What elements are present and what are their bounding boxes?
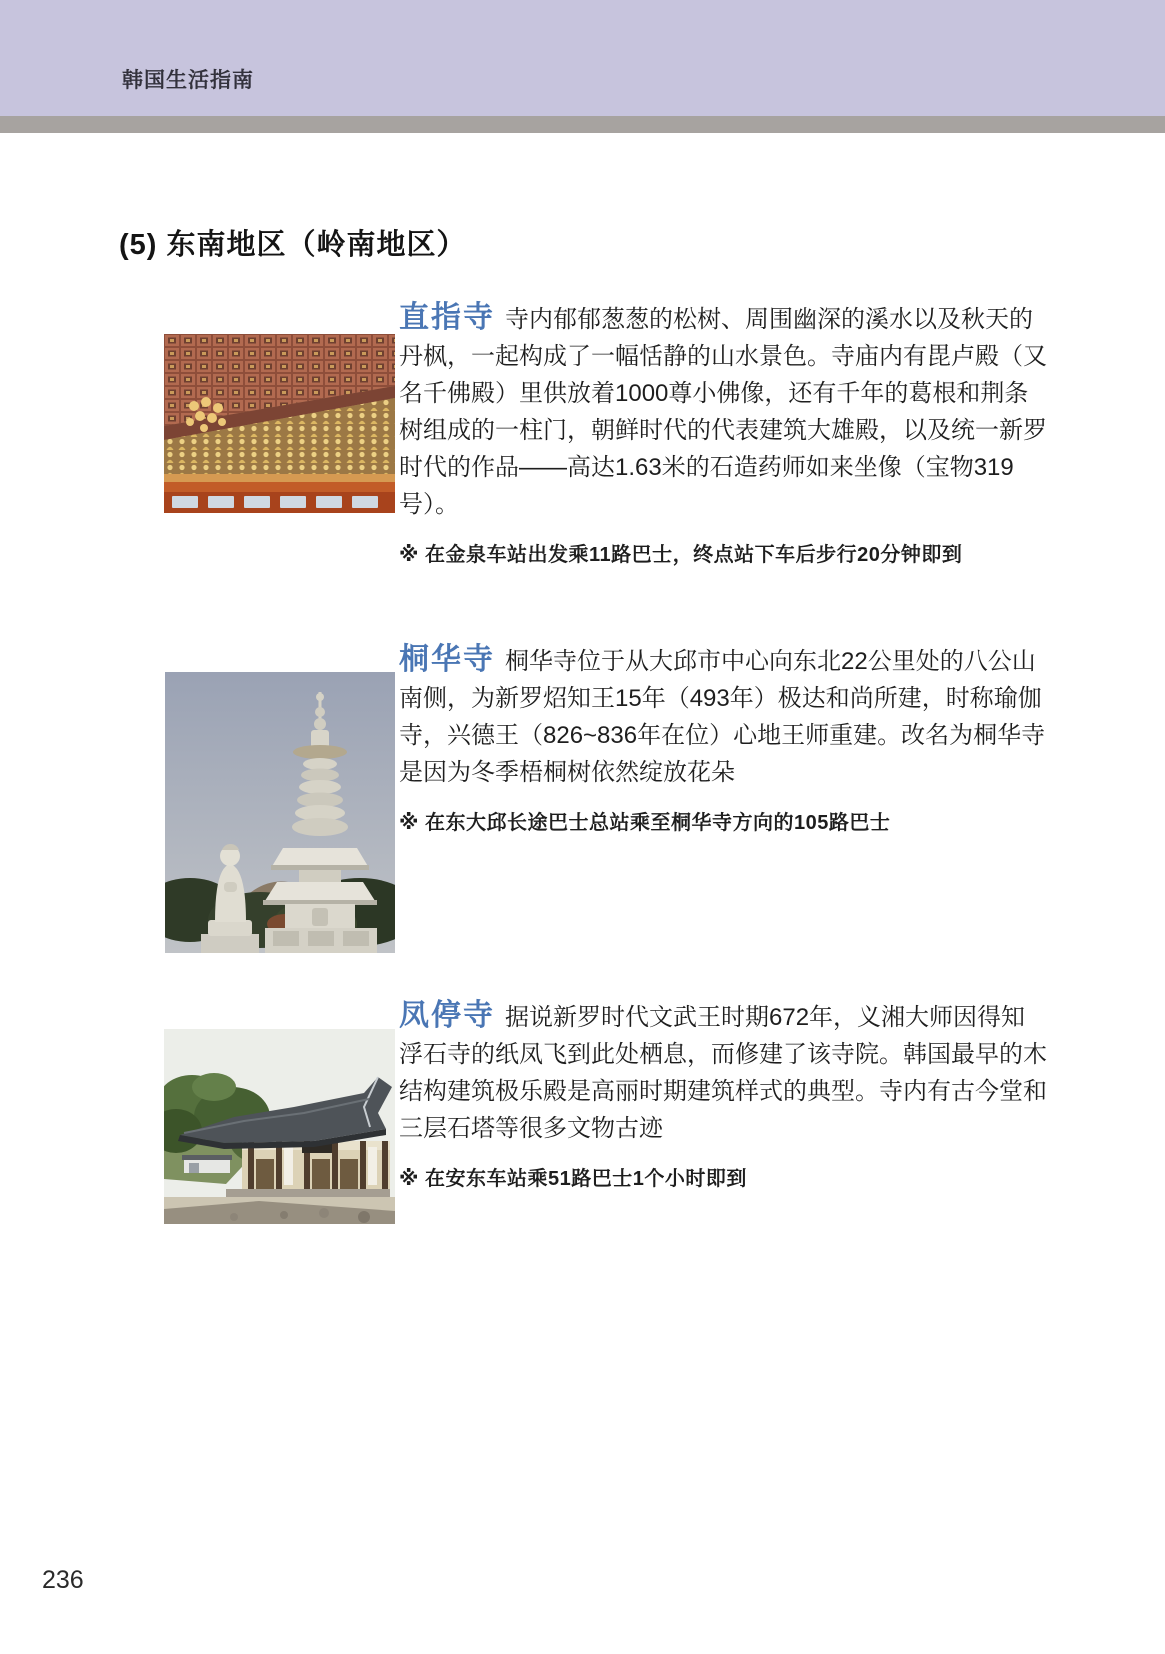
temple-description-bongjeongsa: 据说新罗时代文武王时期672年，义湘大师因得知浮石寺的纸凤飞到此处栖息，而修建了该寺院。韩国最早的木结构建筑极乐殿是高丽时期建筑样式的典型。寺内有古今堂和三层石塔等很多文物古迹 [399,1004,1047,1142]
temple-name-donghwasa: 桐华寺 [399,643,495,676]
entry-paragraph [399,301,1049,523]
temple-interior-graphic [164,334,395,513]
transport-note-jikjisa: ※ 在金泉车站出发乘11路巴士，终点站下车后步行20分钟即到 [399,544,963,566]
wooden-temple-hall-photo [164,1029,395,1224]
entry-donghwasa [399,643,1049,837]
temple-interior-thousand-buddhas-photo [164,334,395,513]
small-shed [182,1155,232,1173]
temple-name-jikjisa: 直指寺 [399,301,495,334]
stone-pagoda-and-buddha-photo [165,672,395,953]
wooden-hall-graphic [164,1029,395,1224]
transport-note-donghwasa: ※ 在东大邱长途巴士总站乘至桐华寺方向的105路巴士 [399,812,891,834]
header-divider [0,116,1165,133]
section-title: (5) 东南地区（岭南地区） [119,229,467,261]
temple-name-bongjeongsa: 凤停寺 [399,999,495,1032]
temple-description-donghwasa: 桐华寺位于从大邱市中心向东北22公里处的八公山南侧，为新罗炤知王15年（493年）极达和尚所建，时称瑜伽寺，兴德王（826~836年在位）心地王师重建。改名为桐华寺是因为冬季梧桐树依然绽放花朵 [399,648,1046,786]
entry-paragraph [399,643,1049,791]
temple-description-jikjisa: 寺内郁郁葱葱的松树、周围幽深的溪水以及秋天的丹枫，一起构成了一幅恬静的山水景色。寺庙内有毘卢殿（又名千佛殿）里供放着1000尊小佛像，还有千年的葛根和荆条树组成的一柱门，朝鲜时代的代表建筑大雄殿，以及统一新罗时代的作品——高达1.63米的石造药师如来坐像（宝物319号）。 [399,306,1047,518]
page-number: 236 [42,1566,84,1594]
transport-note-bongjeongsa: ※ 在安东车站乘51路巴士1个小时即到 [399,1168,747,1190]
header-title: 韩国生活指南 [122,69,254,92]
stone-pagoda-graphic [165,672,395,953]
page-header-band [0,0,1165,116]
entry-jikjisa [399,301,1049,569]
entry-paragraph [399,999,1049,1147]
entry-bongjeongsa [399,999,1049,1193]
